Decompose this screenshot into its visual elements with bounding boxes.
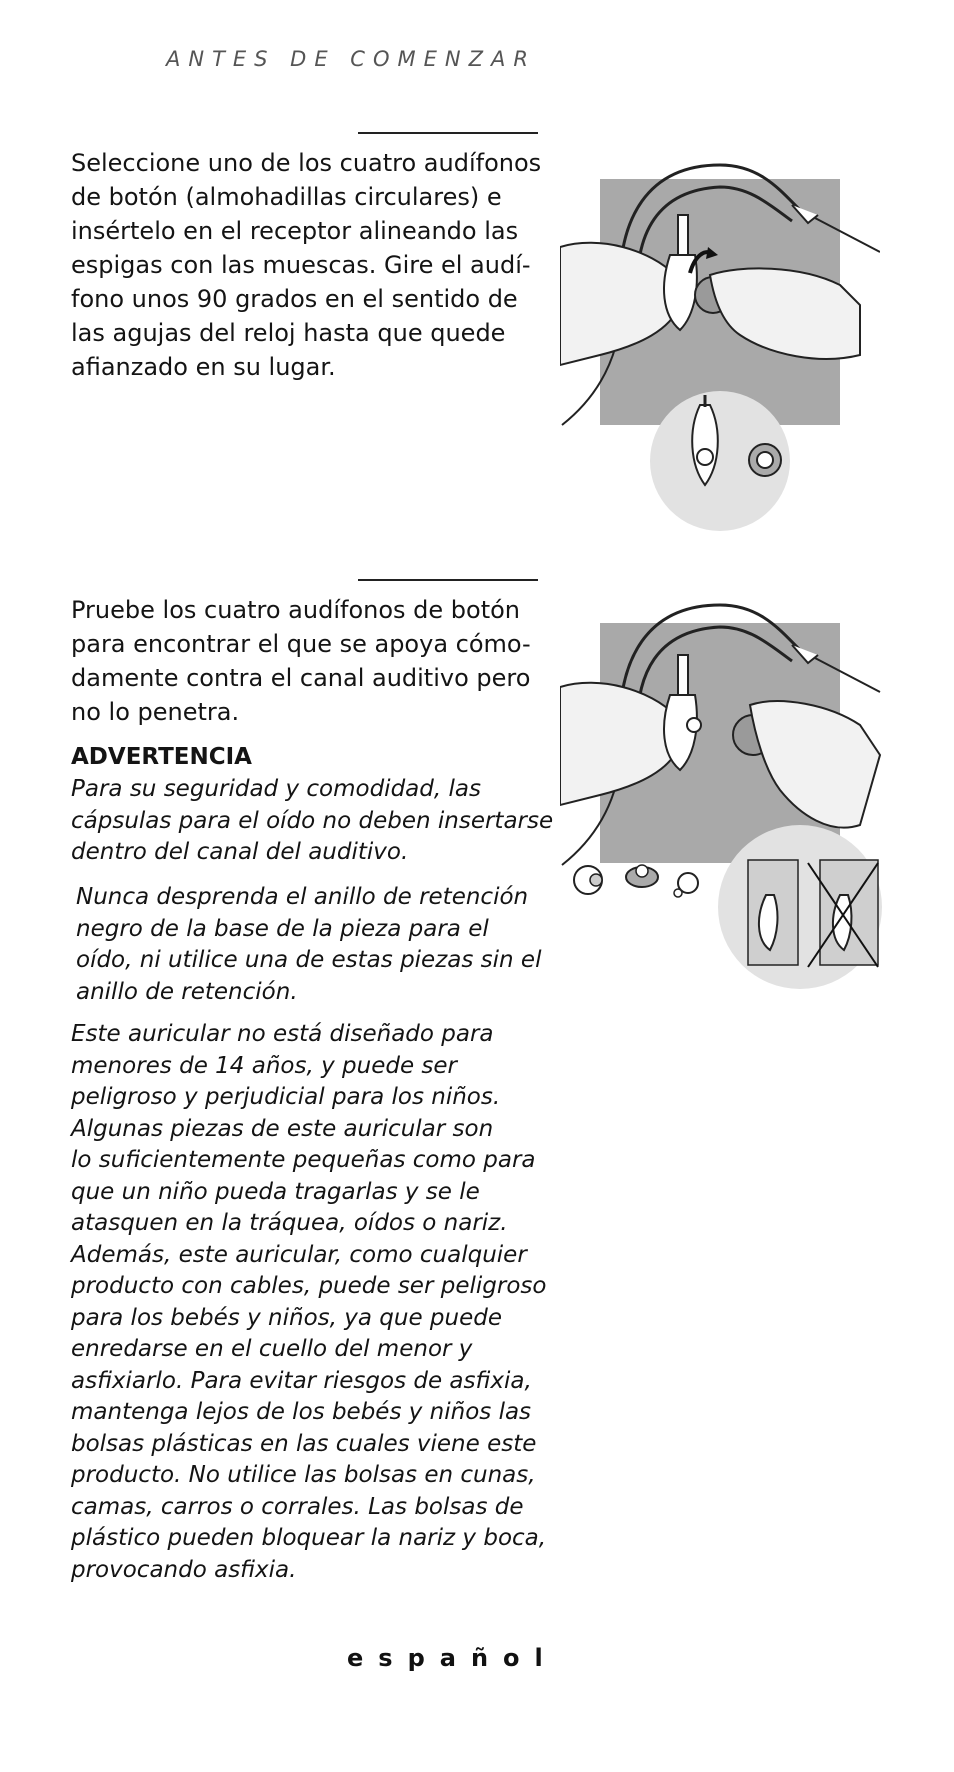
text-line: lo suficientemente pequeñas como para xyxy=(71,1147,536,1173)
warning-title: ADVERTENCIA xyxy=(71,744,252,770)
text-line: no lo penetra. xyxy=(71,698,240,726)
text-line: las agujas del reloj hasta que quede xyxy=(71,319,506,347)
text-line: dentro del canal del auditivo. xyxy=(71,839,409,865)
section-divider-2 xyxy=(358,579,538,581)
text-line: enredarse en el cuello del menor y xyxy=(71,1336,473,1362)
text-line: atasquen en la tráquea, oídos o nariz. xyxy=(71,1210,508,1236)
text-line: insértelo en el receptor alineando las xyxy=(71,217,519,245)
text-line: provocando asfixia. xyxy=(71,1556,297,1583)
text-line: anillo de retención. xyxy=(76,978,298,1005)
text-line: producto con cables, puede ser peligroso xyxy=(71,1273,547,1299)
language-footer: español xyxy=(347,1644,558,1672)
text-line: afianzado en su lugar. xyxy=(71,353,336,381)
ear-cushion-fitting-illustration xyxy=(560,595,910,995)
text-line: para encontrar el que se apoya cómo- xyxy=(71,630,531,658)
text-line: Seleccione uno de los cuatro audífonos xyxy=(71,149,542,177)
text-line: negro de la base de la pieza para el xyxy=(76,915,489,942)
text-line: Pruebe los cuatro audífonos de botón xyxy=(71,596,521,624)
text-line: Algunas piezas de este auricular son xyxy=(71,1115,494,1142)
text-line: Para su seguridad y comodidad, las xyxy=(71,776,481,802)
warning-paragraph-3 xyxy=(71,1019,546,1586)
text-line: Además, este auricular, como cualquier xyxy=(71,1241,527,1268)
text-line: Este auricular no está diseñado para xyxy=(71,1021,494,1047)
page-header: ANTES DE COMENZAR xyxy=(166,47,536,71)
text-line: plástico pueden bloquear la nariz y boca, xyxy=(71,1525,547,1551)
text-line: fono unos 90 grados en el sentido de xyxy=(71,285,518,313)
text-line: bolsas plásticas en las cuales viene este xyxy=(71,1430,537,1457)
text-line: oído, ni utilice una de estas piezas sin el xyxy=(76,947,542,973)
text-line: cápsulas para el oído no deben insertarse xyxy=(71,807,554,834)
text-line: menores de 14 años, y puede ser xyxy=(71,1052,457,1079)
text-line: para los bebés y niños, ya que puede xyxy=(71,1304,502,1331)
warning-paragraph-2 xyxy=(76,882,541,1008)
section1-instructions xyxy=(71,146,541,384)
text-line: Nunca desprenda el anillo de retención xyxy=(76,884,529,910)
warning-paragraph-1 xyxy=(71,774,553,869)
text-line: damente contra el canal auditivo pero xyxy=(71,664,531,692)
text-line: camas, carros o corrales. Las bolsas de xyxy=(71,1493,524,1520)
ear-cushion-insertion-illustration xyxy=(560,155,880,535)
section-divider-1 xyxy=(358,132,538,134)
text-line: asfixiarlo. Para evitar riesgos de asfixia, xyxy=(71,1367,532,1394)
text-line: mantenga lejos de los bebés y niños las xyxy=(71,1399,532,1425)
section2-instructions xyxy=(71,593,531,729)
text-line: peligroso y perjudicial para los niños. xyxy=(71,1084,501,1110)
text-line: que un niño pueda tragarlas y se le xyxy=(71,1178,480,1205)
text-line: producto. No utilice las bolsas en cunas, xyxy=(71,1462,536,1488)
text-line: de botón (almohadillas circulares) e xyxy=(71,183,502,211)
text-line: espigas con las muescas. Gire el audí- xyxy=(71,251,531,279)
